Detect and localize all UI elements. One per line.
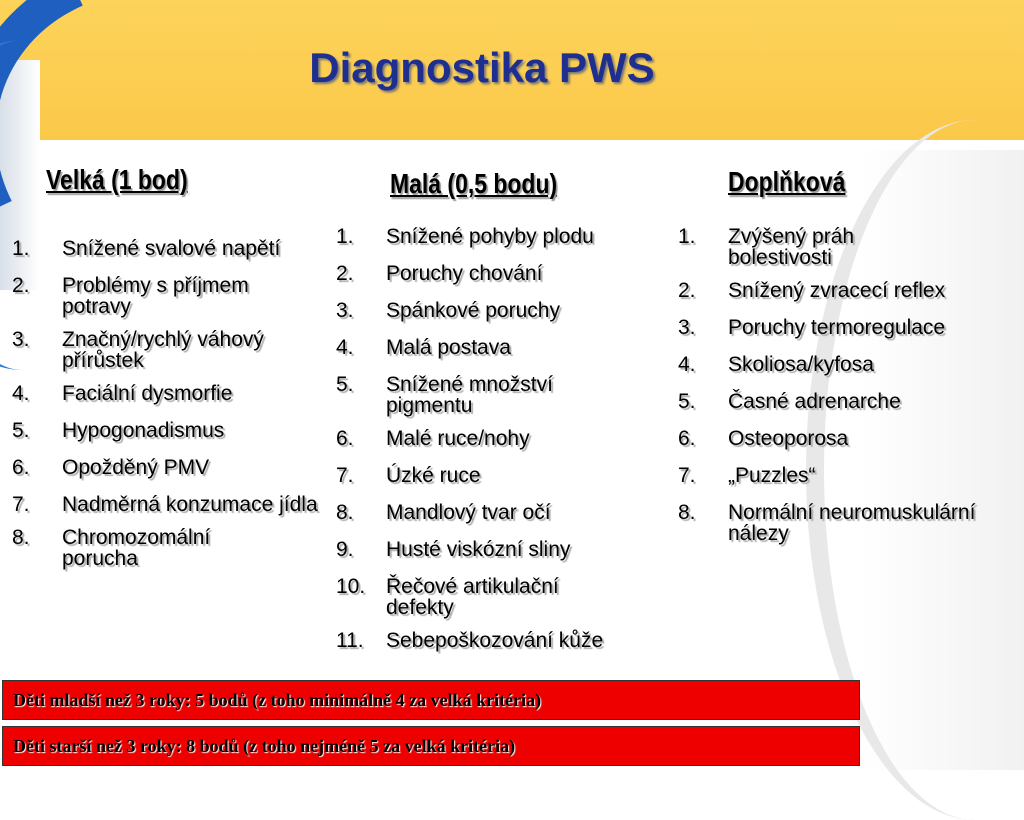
item-number: 2.	[336, 262, 354, 285]
item-number: 4.	[336, 336, 354, 359]
list-item	[336, 337, 666, 358]
item-number: 3.	[336, 299, 354, 322]
list-item	[678, 502, 1008, 544]
list-item	[678, 354, 1008, 375]
item-text: Úzké ruce	[386, 464, 481, 487]
list-item	[336, 502, 666, 523]
list-item	[678, 465, 1008, 486]
item-number: 11.	[336, 629, 364, 652]
item-number: 4.	[12, 382, 30, 405]
column-heading-supportive: Doplňková	[728, 166, 846, 197]
list-item	[678, 280, 1008, 301]
list-item	[336, 226, 666, 247]
item-text: Řečové artikulační defekty	[386, 575, 559, 619]
item-text: „Puzzles“	[728, 464, 816, 487]
list-item	[12, 238, 332, 259]
item-number: 9.	[336, 538, 354, 561]
item-text: Malá postava	[386, 336, 511, 359]
item-text: Problémy s příjmem potravy	[62, 274, 249, 318]
minor-criteria-list	[336, 226, 666, 651]
item-number: 1.	[678, 225, 696, 248]
list-item	[12, 420, 332, 441]
item-number: 2.	[678, 279, 696, 302]
item-text: Snížené množství pigmentu	[386, 373, 553, 417]
item-text: Sebepoškozování kůže	[386, 629, 604, 652]
item-text: Časné adrenarche	[728, 390, 901, 413]
item-text: Značný/rychlý váhový přírůstek	[62, 328, 264, 372]
column-heading-major: Velká (1 bod)	[46, 164, 188, 195]
major-criteria-list	[12, 238, 332, 569]
item-number: 10.	[336, 575, 366, 598]
item-text: Normální neuromuskulární nálezy	[728, 501, 976, 545]
list-item	[336, 539, 666, 560]
banner-under-3	[2, 680, 860, 720]
list-item	[12, 275, 332, 317]
item-number: 6.	[678, 427, 696, 450]
item-text: Faciální dysmorfie	[62, 382, 233, 405]
item-number: 6.	[12, 456, 30, 479]
list-item	[12, 383, 332, 404]
list-item	[678, 226, 1008, 268]
item-text: Spánkové poruchy	[386, 299, 560, 322]
list-item	[336, 374, 666, 416]
list-item	[336, 428, 666, 449]
list-item	[336, 465, 666, 486]
column-heading-minor: Malá (0,5 bodu)	[390, 168, 558, 199]
list-item	[336, 630, 666, 651]
item-text: Mandlový tvar očí	[386, 501, 551, 524]
supportive-criteria-list	[678, 226, 1008, 544]
item-number: 5.	[336, 373, 354, 396]
list-item	[678, 317, 1008, 338]
item-text: Poruchy termoregulace	[728, 316, 946, 339]
item-text: Nadměrná konzumace jídla	[62, 493, 318, 516]
item-number: 1.	[336, 225, 354, 248]
list-item	[678, 428, 1008, 449]
list-item	[12, 457, 332, 478]
banner-text: Děti mladší než 3 roky: 5 bodů (z toho minimálně 4 za velká kritéria)	[13, 690, 542, 710]
list-item	[336, 300, 666, 321]
item-number: 5.	[12, 419, 30, 442]
item-number: 7.	[12, 493, 30, 516]
item-number: 7.	[678, 464, 696, 487]
item-text: Osteoporosa	[728, 427, 849, 450]
item-number: 3.	[678, 316, 696, 339]
item-number: 8.	[336, 501, 354, 524]
item-number: 1.	[12, 237, 30, 260]
item-text: Poruchy chování	[386, 262, 543, 285]
item-text: Opožděný PMV	[62, 456, 210, 479]
list-item	[336, 263, 666, 284]
item-number: 4.	[678, 353, 696, 376]
page-title: Diagnostika PWS	[309, 44, 655, 91]
item-text: Husté viskózní sliny	[386, 538, 571, 561]
list-item	[12, 494, 332, 515]
item-number: 2.	[12, 274, 30, 297]
banner-text: Děti starší než 3 roky: 8 bodů (z toho nejméně 5 za velká kritéria)	[13, 736, 516, 756]
item-text: Snížený zvracecí reflex	[728, 279, 946, 302]
banner-over-3	[2, 726, 860, 766]
list-item	[336, 576, 666, 618]
item-text: Skoliosa/kyfosa	[728, 353, 874, 376]
list-item	[12, 329, 332, 371]
list-item	[678, 391, 1008, 412]
item-number: 7.	[336, 464, 354, 487]
item-number: 6.	[336, 427, 354, 450]
list-item	[12, 527, 332, 569]
item-number: 5.	[678, 390, 696, 413]
item-text: Hypogonadismus	[62, 419, 225, 442]
item-number: 3.	[12, 328, 30, 351]
item-number: 8.	[12, 526, 30, 549]
item-number: 8.	[678, 501, 696, 524]
item-text: Snížené svalové napětí	[62, 237, 281, 260]
item-text: Zvýšený práh bolestivosti	[728, 225, 855, 269]
item-text: Snížené pohyby plodu	[386, 225, 594, 248]
item-text: Chromozomální porucha	[62, 526, 211, 570]
item-text: Malé ruce/nohy	[386, 427, 530, 450]
